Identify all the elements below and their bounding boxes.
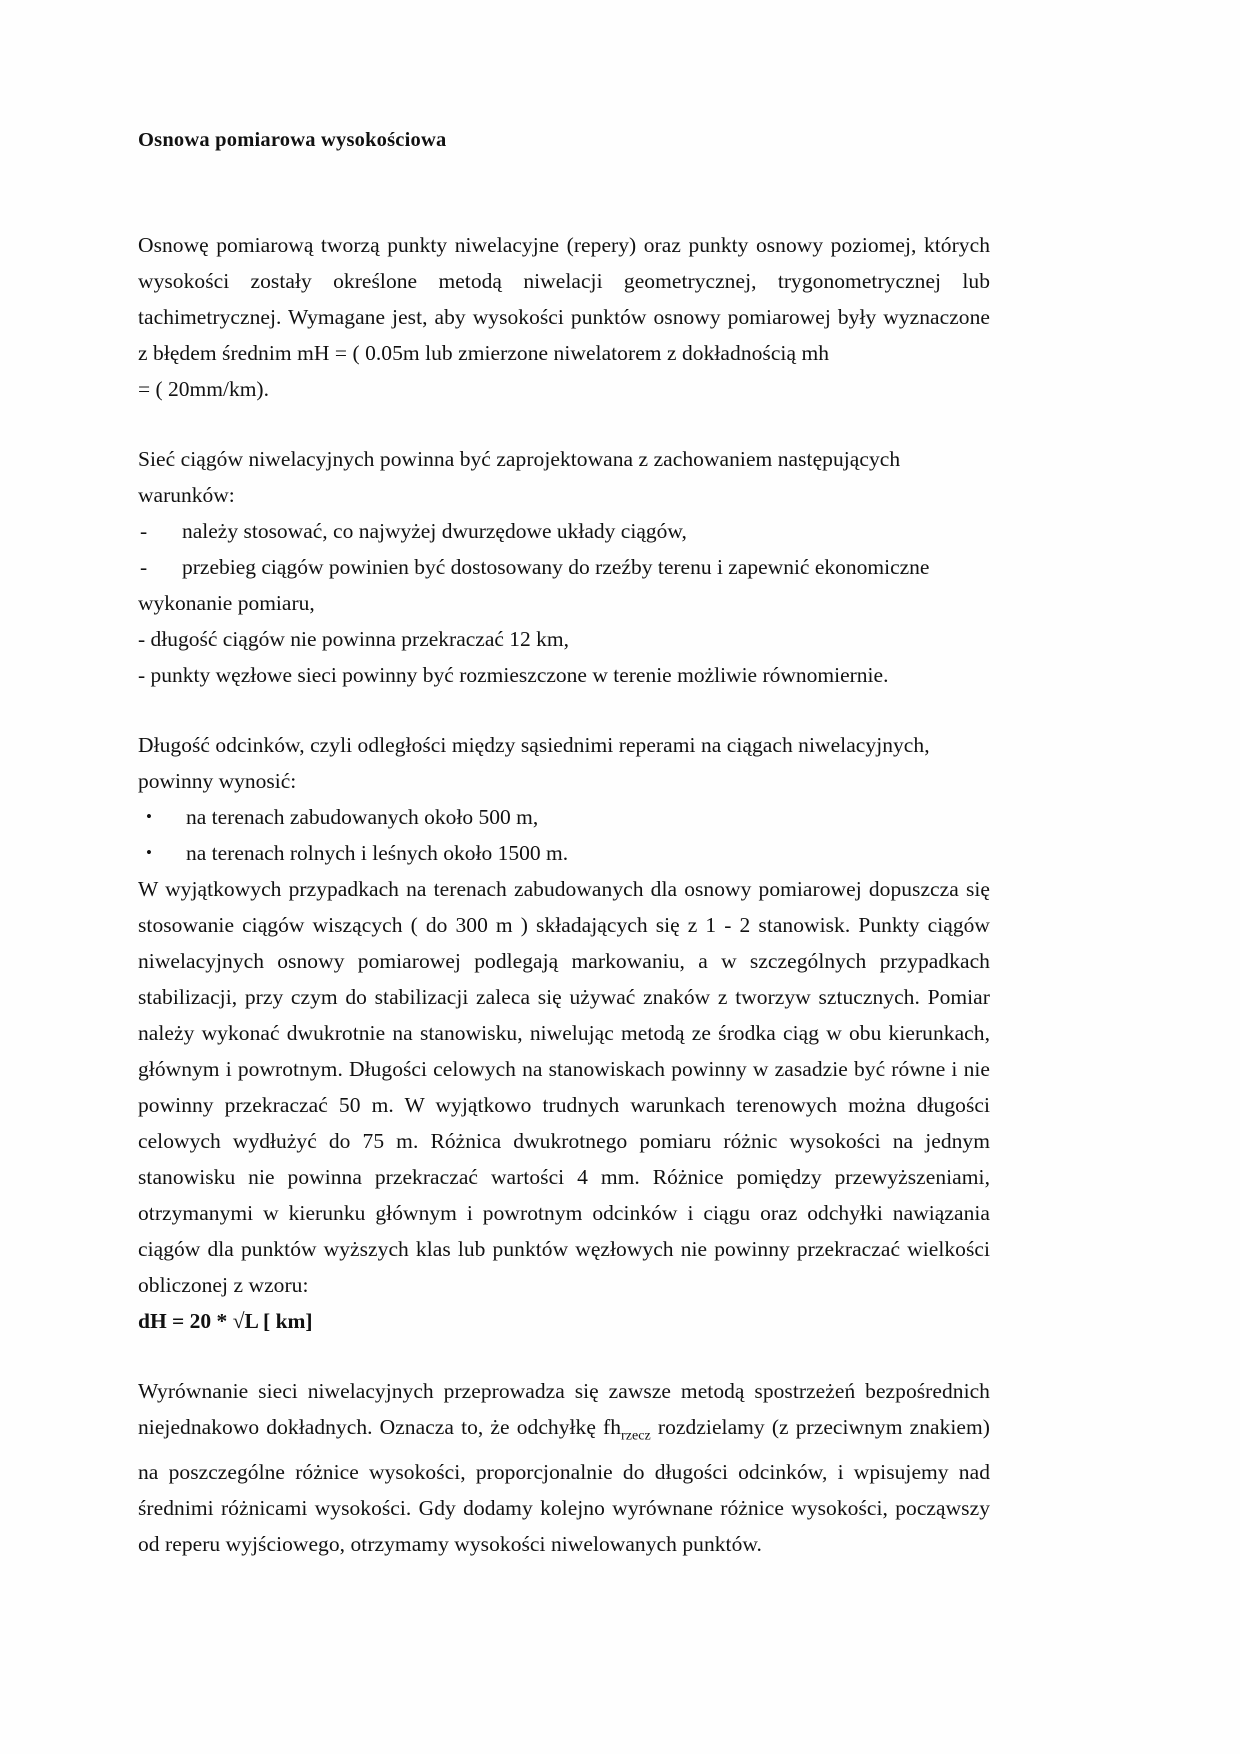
paragraph-network-intro-cont: warunków: — [138, 482, 235, 507]
paragraph-measurement-rules: W wyjątkowych przypadkach na terenach zabudowanych dla osnowy pomiarowej dopuszcza się stosowanie ciągów wiszących ( do 300 m ) składających się z 1 - 2 stanowisk. Punkty ciągów niwelacyjnych osnowy pomiarowej podlegają markowaniu, a w szczególnych przypadkach stabilizacji, przy czym do stabilizacji zaleca się używać znaków z tworzyw sztucznych. Pomiar należy wykonać dwukrotnie na stanowisku, niwelując metodą ze środka ciąg w obu kierunkach, głównym i powrotnym. Długości celowych na stanowiskach powinny w zasadzie być równe i nie powinny przekraczać 50 m. W wyjątkowo trudnych warunkach terenowych można długości celowych wydłużyć do 75 m. Różnica dwukrotnego pomiaru różnic wysokości na jednym stanowisku nie powinna przekraczać wartości 4 mm. Różnice pomiędzy przewyższeniami, otrzymanymi w kierunku głównym i powrotnym odcinków i ciągu oraz odchyłki nawiązania ciągów dla punktów wyższych klas lub punktów węzłowych nie powinny przekraczać wielkości obliczonej z wzoru: — [138, 876, 990, 1297]
formula-dh — [138, 1303, 990, 1339]
list-item-label-continuation: wykonanie pomiaru, — [138, 590, 315, 615]
spacer — [138, 407, 990, 441]
round-bullet-icon: • — [146, 806, 152, 826]
conditions-list — [138, 513, 990, 621]
round-bullet-icon: • — [146, 842, 152, 862]
document-body — [138, 128, 990, 1562]
paragraph-intro: Osnowę pomiarową tworzą punkty niwelacyjne (repery) oraz punkty osnowy poziomej, których wysokości zostały określone metodą niwelacji geometrycznej, trygonometrycznej lub tachimetrycznej. Wymagane jest, aby wysokości punktów osnowy pomiarowej były wyznaczone z błędem średnim mH = ( 0.05m lub zmierzone niwelatorem z dokładnością mh — [138, 232, 990, 365]
distance-bullets-list — [138, 799, 990, 871]
list-item-label: przebieg ciągów powinien być dostosowany do rzeźby terenu i zapewnić ekonomiczne — [182, 554, 930, 579]
formula-suffix: L [ km] — [244, 1308, 313, 1333]
page-title: Osnowa pomiarowa wysokościowa — [138, 129, 447, 151]
list-item — [138, 513, 990, 549]
spacer — [138, 693, 990, 727]
paragraph-adjustment-part2: rozdzielamy (z przeciwnym znakiem) na poszczególne różnice wysokości, proporcjonalnie do długości odcinków, i wpisujemy nad średnimi różnicami wysokości. Gdy dodamy kolejno wyrównane różnice wysokości, począwszy od reperu wyjściowego, otrzymamy wysokości niwelowanych punktów. — [138, 1414, 990, 1556]
condition-nodes-line: - punkty węzłowe sieci powinny być rozmieszczone w terenie możliwie równomiernie. — [138, 662, 889, 687]
list-item — [138, 799, 990, 835]
paragraph-distances-intro-cont: powinny wynosić: — [138, 768, 297, 793]
dash-bullet-icon: - — [140, 518, 148, 543]
paragraph-distances-intro: Długość odcinków, czyli odległości między sąsiednimi reperami na ciągach niwelacyjnych, — [138, 732, 930, 757]
list-item-label: na terenach zabudowanych około 500 m, — [186, 804, 539, 829]
condition-length-line: - długość ciągów nie powinna przekraczać 12 km, — [138, 626, 570, 651]
dash-bullet-icon: - — [140, 554, 148, 579]
paragraph-adjustment-part1: Wyrównanie sieci niwelacyjnych przeprowadza się zawsze metodą spostrzeżeń bezpośrednich niejednakowo dokładnych. Oznacza to, że odchyłkę fh — [138, 1378, 990, 1439]
list-item-label: należy stosować, co najwyżej dwurzędowe układy ciągów, — [182, 518, 687, 543]
list-item — [138, 549, 990, 621]
list-item-label: na terenach rolnych i leśnych około 1500 m. — [186, 840, 569, 865]
paragraph-network-intro: Sieć ciągów niwelacyjnych powinna być zaprojektowana z zachowaniem następujących — [138, 446, 901, 471]
radical-icon: √ — [232, 1308, 245, 1333]
list-item — [138, 835, 990, 871]
subscript-rzecz: rzecz — [621, 1427, 651, 1443]
paragraph-adjustment — [138, 1373, 990, 1562]
paragraph-intro-last-line: = ( 20mm/km). — [138, 376, 269, 401]
spacer — [138, 153, 990, 227]
formula-prefix: dH = 20 * — [138, 1308, 233, 1333]
spacer — [138, 1339, 990, 1373]
